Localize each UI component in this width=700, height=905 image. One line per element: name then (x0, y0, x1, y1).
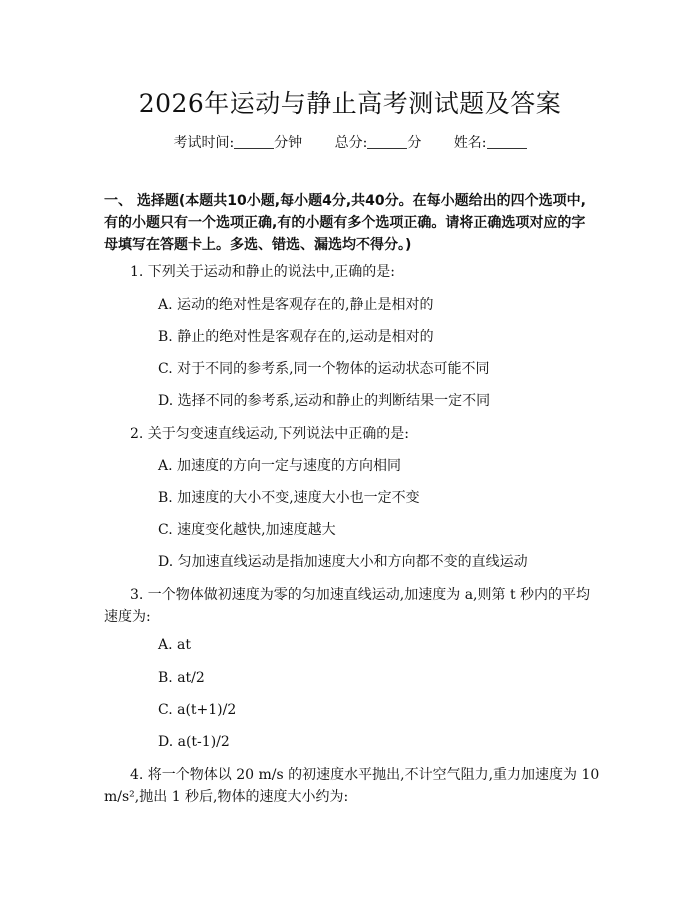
question-1-option-d: D. 选择不同的参考系,运动和静止的判断结果一定不同 (158, 393, 491, 409)
name-field (454, 135, 527, 151)
exam-time-label: 考试时间: (173, 135, 235, 151)
total-score-label: 总分: (334, 135, 368, 151)
question-3-option-d: D. a(t-1)/2 (158, 734, 230, 750)
question-2-option-b: B. 加速度的大小不变,速度大小也一定不变 (158, 490, 420, 506)
question-1-option-a: A. 运动的绝对性是客观存在的,静止是相对的 (158, 297, 434, 313)
question-3-stem: 3. 一个物体做初速度为零的匀加速直线运动,加速度为 a,则第 t 秒内的平均速度为: (104, 587, 591, 625)
question-4-stem: 4. 将一个物体以 20 m/s 的初速度水平抛出,不计空气阻力,重力加速度为 10 m/s²,抛出 1 秒后,物体的速度大小约为: (104, 767, 600, 805)
question-2-option-c: C. 速度变化越快,加速度越大 (158, 522, 336, 538)
exam-time-blank[interactable] (234, 134, 274, 149)
question-1-option-b: B. 静止的绝对性是客观存在的,运动是相对的 (158, 329, 434, 345)
question-2-option-d: D. 匀加速直线运动是指加速度大小和方向都不变的直线运动 (158, 554, 528, 570)
name-blank[interactable] (487, 134, 527, 149)
total-score-field (335, 135, 426, 151)
section-heading: 一、 选择题(本题共10小题,每小题4分,共40分。在每小题给出的四个选项中,有的小题只有一个选项正确,有的小题有多个选项正确。请将正确选项对应的字母填写在答题卡上。多选、错选、漏选均不得分。) (104, 193, 586, 253)
exam-time-unit: 分钟 (274, 135, 303, 151)
question-1-option-c: C. 对于不同的参考系,同一个物体的运动状态可能不同 (158, 361, 490, 377)
question-1-stem: 1. 下列关于运动和静止的说法中,正确的是: (130, 264, 395, 280)
total-score-unit: 分 (407, 135, 422, 151)
exam-info-line (0, 132, 700, 152)
question-2-option-a: A. 加速度的方向一定与速度的方向相同 (158, 458, 402, 474)
name-label: 姓名: (453, 135, 487, 151)
question-2-stem: 2. 关于匀变速直线运动,下列说法中正确的是: (130, 426, 409, 442)
page-title: 2026年运动与静止高考测试题及答案 (138, 89, 562, 118)
question-3-option-b: B. at/2 (158, 670, 205, 686)
question-3-option-c: C. a(t+1)/2 (158, 702, 237, 718)
exam-time-field (173, 135, 306, 151)
question-3-option-a: A. at (158, 637, 191, 653)
total-score-blank[interactable] (367, 134, 407, 149)
